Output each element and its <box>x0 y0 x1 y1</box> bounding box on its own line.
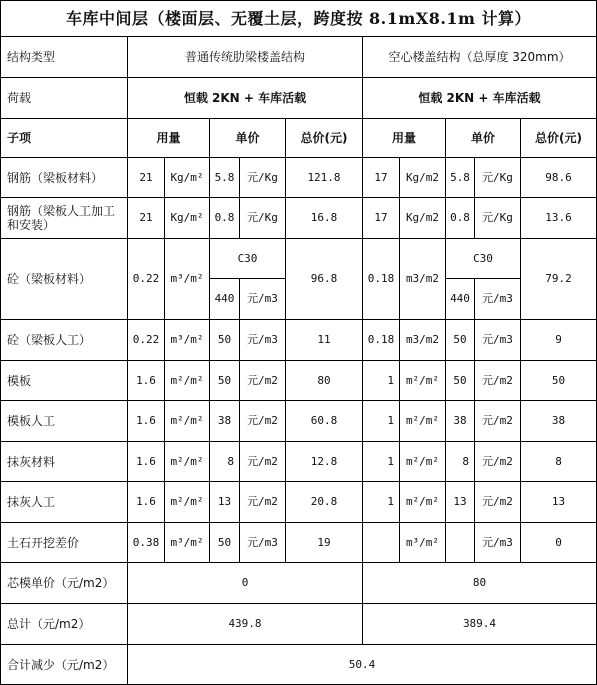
table-row <box>1 442 597 482</box>
qty-a: 21 <box>128 198 165 239</box>
total-a: 60.8 <box>286 401 363 442</box>
load-b: 恒载 2KN + 车库活载 <box>363 78 597 119</box>
table-row <box>1 320 597 361</box>
price-unit-a: 元/m3 <box>240 523 286 563</box>
unit-a: m²/m² <box>165 361 210 401</box>
unit-b: Kg/m2 <box>400 198 446 239</box>
unit-a: m³/m² <box>165 320 210 361</box>
total-header-a: 总价(元) <box>286 119 363 158</box>
concrete-grade-a: C30 <box>210 239 286 279</box>
total-b: 389.4 <box>363 604 597 645</box>
unit-a: Kg/m² <box>165 198 210 239</box>
price-a: 440 <box>210 279 240 320</box>
price-b: 440 <box>446 279 475 320</box>
item-header: 子项 <box>1 119 128 158</box>
price-b: 0.8 <box>446 198 475 239</box>
item-name: 砼（梁板材料） <box>1 239 128 320</box>
price-b: 8 <box>446 442 475 482</box>
qty-b: 1 <box>363 482 400 523</box>
table-row <box>1 239 597 279</box>
item-name: 模板 <box>1 361 128 401</box>
total-a: 16.8 <box>286 198 363 239</box>
qty-a: 1.6 <box>128 482 165 523</box>
load-a: 恒载 2KN + 车库活载 <box>128 78 363 119</box>
unit-a: m³/m² <box>165 239 210 320</box>
price-a: 50 <box>210 523 240 563</box>
total-a: 19 <box>286 523 363 563</box>
unit-a: m²/m² <box>165 482 210 523</box>
price-unit-a: 元/m2 <box>240 482 286 523</box>
item-name: 抹灰人工 <box>1 482 128 523</box>
total-a: 11 <box>286 320 363 361</box>
unit-b: Kg/m2 <box>400 158 446 198</box>
core-mold-a: 0 <box>128 563 363 604</box>
price-unit-a: 元/m2 <box>240 401 286 442</box>
price-header-b: 单价 <box>446 119 521 158</box>
qty-a: 1.6 <box>128 401 165 442</box>
summary-row <box>1 645 597 685</box>
qty-header-a: 用量 <box>128 119 210 158</box>
price-unit-b: 元/m3 <box>475 279 521 320</box>
unit-a: Kg/m² <box>165 158 210 198</box>
qty-b: 17 <box>363 158 400 198</box>
price-unit-b: 元/m2 <box>475 482 521 523</box>
price-b: 5.8 <box>446 158 475 198</box>
unit-b: m²/m² <box>400 442 446 482</box>
item-name: 抹灰材料 <box>1 442 128 482</box>
structure-type-label: 结构类型 <box>1 37 128 78</box>
qty-a: 1.6 <box>128 361 165 401</box>
table-row <box>1 198 597 239</box>
qty-b: 0.18 <box>363 239 400 320</box>
summary-row <box>1 563 597 604</box>
price-a: 5.8 <box>210 158 240 198</box>
total-b: 8 <box>521 442 597 482</box>
table-title: 车库中间层（楼面层、无覆土层，跨度按 8.1mX8.1m 计算） <box>1 1 597 37</box>
total-header-b: 总价(元) <box>521 119 597 158</box>
qty-b: 1 <box>363 361 400 401</box>
structure-type-a: 普通传统肋梁楼盖结构 <box>128 37 363 78</box>
item-name: 钢筋（梁板材料） <box>1 158 128 198</box>
total-b: 38 <box>521 401 597 442</box>
qty-a: 0.38 <box>128 523 165 563</box>
price-a: 13 <box>210 482 240 523</box>
table-row <box>1 401 597 442</box>
price-unit-b: 元/m3 <box>475 523 521 563</box>
total-a: 20.8 <box>286 482 363 523</box>
unit-b: m²/m² <box>400 482 446 523</box>
price-unit-b: 元/m3 <box>475 320 521 361</box>
table-row <box>1 361 597 401</box>
qty-a: 0.22 <box>128 239 165 320</box>
qty-header-b: 用量 <box>363 119 446 158</box>
price-unit-b: 元/Kg <box>475 198 521 239</box>
total-b: 0 <box>521 523 597 563</box>
item-name: 钢筋（梁板人工加工和安装） <box>1 198 128 239</box>
price-a: 8 <box>210 442 240 482</box>
table-row <box>1 482 597 523</box>
qty-b <box>363 523 400 563</box>
unit-a: m²/m² <box>165 442 210 482</box>
total-b: 13.6 <box>521 198 597 239</box>
unit-b: m³/m² <box>400 523 446 563</box>
unit-b: m²/m² <box>400 401 446 442</box>
price-unit-a: 元/m2 <box>240 361 286 401</box>
total-b: 13 <box>521 482 597 523</box>
summary-row <box>1 604 597 645</box>
qty-b: 0.18 <box>363 320 400 361</box>
price-unit-a: 元/m3 <box>240 320 286 361</box>
price-a: 50 <box>210 320 240 361</box>
total-a: 96.8 <box>286 239 363 320</box>
total-a: 121.8 <box>286 158 363 198</box>
load-label: 荷载 <box>1 78 128 119</box>
price-b: 13 <box>446 482 475 523</box>
price-a: 0.8 <box>210 198 240 239</box>
table-row <box>1 523 597 563</box>
price-unit-b: 元/m2 <box>475 442 521 482</box>
price-a: 50 <box>210 361 240 401</box>
core-mold-label: 芯模单价（元/m2） <box>1 563 128 604</box>
total-b: 79.2 <box>521 239 597 320</box>
unit-b: m3/m2 <box>400 320 446 361</box>
concrete-grade-b: C30 <box>446 239 521 279</box>
total-a: 439.8 <box>128 604 363 645</box>
total-b: 50 <box>521 361 597 401</box>
qty-a: 21 <box>128 158 165 198</box>
total-label: 总计（元/m2） <box>1 604 128 645</box>
total-b: 98.6 <box>521 158 597 198</box>
price-unit-b: 元/Kg <box>475 158 521 198</box>
item-name: 土石开挖差价 <box>1 523 128 563</box>
price-unit-b: 元/m2 <box>475 401 521 442</box>
item-name: 模板人工 <box>1 401 128 442</box>
price-b: 50 <box>446 361 475 401</box>
structure-type-b: 空心楼盖结构（总厚度 320mm） <box>363 37 597 78</box>
unit-a: m³/m² <box>165 523 210 563</box>
reduction-label: 合计减少（元/m2） <box>1 645 128 685</box>
qty-b: 1 <box>363 401 400 442</box>
unit-b: m3/m2 <box>400 239 446 320</box>
total-a: 12.8 <box>286 442 363 482</box>
qty-a: 1.6 <box>128 442 165 482</box>
qty-a: 0.22 <box>128 320 165 361</box>
total-b: 9 <box>521 320 597 361</box>
core-mold-b: 80 <box>363 563 597 604</box>
price-unit-b: 元/m2 <box>475 361 521 401</box>
qty-b: 1 <box>363 442 400 482</box>
price-b: 38 <box>446 401 475 442</box>
price-b: 50 <box>446 320 475 361</box>
total-a: 80 <box>286 361 363 401</box>
qty-b: 17 <box>363 198 400 239</box>
unit-b: m²/m² <box>400 361 446 401</box>
item-name: 砼（梁板人工） <box>1 320 128 361</box>
price-unit-a: 元/m2 <box>240 442 286 482</box>
price-unit-a: 元/Kg <box>240 198 286 239</box>
price-header-a: 单价 <box>210 119 286 158</box>
table-row <box>1 158 597 198</box>
reduction-value: 50.4 <box>128 645 597 685</box>
price-b <box>446 523 475 563</box>
price-unit-a: 元/Kg <box>240 158 286 198</box>
price-a: 38 <box>210 401 240 442</box>
price-unit-a: 元/m3 <box>240 279 286 320</box>
unit-a: m²/m² <box>165 401 210 442</box>
